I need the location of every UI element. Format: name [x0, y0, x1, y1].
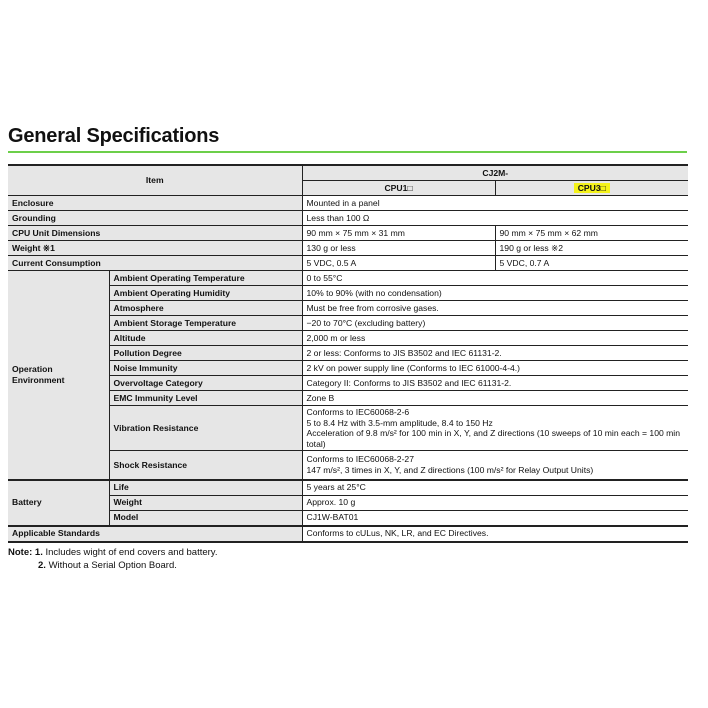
row-battery-0: Battery Life 5 years at 25°C	[8, 480, 688, 496]
row-op-2: Atmosphere Must be free from corrosive gases.	[8, 301, 688, 316]
row-op-6: Noise Immunity 2 kV on power supply line (Conforms to IEC 61000-4-4.)	[8, 361, 688, 376]
group-battery: Battery	[8, 480, 109, 526]
row-weight: Weight ※1 130 g or less 190 g or less ※2	[8, 241, 688, 256]
row-battery-2: Model CJ1W-BAT01	[8, 510, 688, 526]
row-op-5: Pollution Degree 2 or less: Conforms to JIS B3502 and IEC 61131-2.	[8, 346, 688, 361]
page-title: General Specifications	[8, 125, 220, 147]
row-op-0: Operation Environment Ambient Operating Temperature 0 to 55°C	[8, 271, 688, 286]
header-item: Item	[8, 165, 302, 196]
notes	[8, 547, 217, 572]
row-grounding: Grounding Less than 100 Ω	[8, 211, 688, 226]
row-vibration: Vibration Resistance Conforms to IEC60068-2-6 5 to 8.4 Hz with 3.5-mm amplitude, 8.4 to 150 Hz Acceleration of 9.8 m/s² for 100 min in X, Y, and Z directions (10 sweeps of 10 min each = 100 min total)	[8, 406, 688, 451]
highlighted-cpu3: CPU3□	[574, 183, 610, 193]
specifications-table	[8, 164, 688, 543]
title-rule	[8, 151, 687, 153]
header-series: CJ2M-	[302, 165, 688, 181]
row-enclosure: Enclosure Mounted in a panel	[8, 196, 688, 211]
row-battery-1: Weight Approx. 10 g	[8, 495, 688, 510]
row-dimensions: CPU Unit Dimensions 90 mm × 75 mm × 31 mm 90 mm × 75 mm × 62 mm	[8, 226, 688, 241]
note-2: 2. Without a Serial Option Board.	[38, 559, 177, 571]
header-cpu1: CPU1□	[302, 181, 495, 196]
row-shock: Shock Resistance Conforms to IEC60068-2-27 147 m/s², 3 times in X, Y, and Z directions (100 m/s² for Relay Output Units)	[8, 451, 688, 480]
group-operation: Operation Environment	[8, 271, 109, 480]
row-standards: Applicable Standards Conforms to cULus, NK, LR, and EC Directives.	[8, 526, 688, 542]
note-1: Note: 1. Includes wight of end covers and battery.	[8, 547, 218, 558]
row-op-8: EMC Immunity Level Zone B	[8, 391, 688, 406]
row-op-3: Ambient Storage Temperature −20 to 70°C (excluding battery)	[8, 316, 688, 331]
row-op-1: Ambient Operating Humidity 10% to 90% (with no condensation)	[8, 286, 688, 301]
row-current: Current Consumption 5 VDC, 0.5 A 5 VDC, 0.7 A	[8, 256, 688, 271]
row-op-4: Altitude 2,000 m or less	[8, 331, 688, 346]
header-cpu3	[495, 181, 688, 196]
row-op-7: Overvoltage Category Category II: Conforms to JIS B3502 and IEC 61131-2.	[8, 376, 688, 391]
